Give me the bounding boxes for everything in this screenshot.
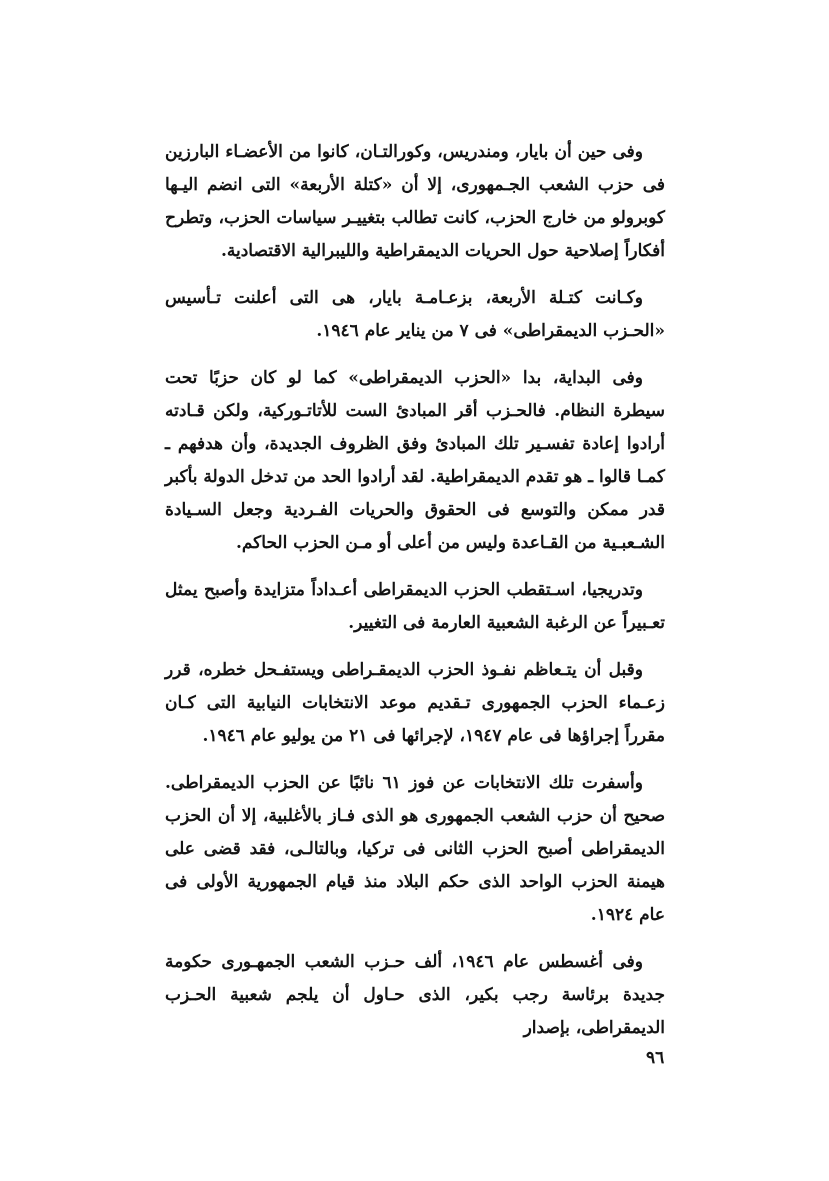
body-text — [165, 136, 665, 1059]
paragraph: وأسفرت تلك الانتخابات عن فوز ٦١ نائبًا عن الحزب الديمقراطى. صحيح أن حزب الشعب الجمهورى هو الذى فـاز بالأغلبية، إلا أن الحزب الديمقراطى أصبح الحزب الثانى فى تركيا، وبالتالـى، فقد قضى على هيمنة الحزب الواحد الذى حكم البلاد منذ قيام الجمهورية الأولى فى عام ١٩٢٤. — [165, 773, 665, 925]
page-number: ٩٦ — [646, 1048, 665, 1068]
paragraph: وقبل أن يتـعاظم نفـوذ الحزب الديمقـراطى ويستفـحل خطره، قرر زعـماء الحزب الجمهورى تـقديم موعد الانتخابات النيابية التى كـان مقرراً إجراؤها فى عام ١٩٤٧، لإجرائها فى ٢١ من يوليو عام ١٩٤٦. — [165, 660, 665, 746]
paragraph: وتدريجيا، اسـتقطب الحزب الديمقراطى أعـداداً متزايدة وأصبح يمثل تعـبيراً عن الرغبة الشعبية العارمة فى التغيير. — [165, 580, 665, 633]
paragraph: وكـانت كتـلة الأربعة، بزعـامـة بايار، هى التى أعلنت تـأسيس «الحـزب الديمقراطى» فى ٧ من يناير عام ١٩٤٦. — [165, 288, 665, 341]
paragraph: وفى أغسطس عام ١٩٤٦، ألف حـزب الشعب الجمهـورى حكومة جديدة برئاسة رجب بكير، الذى حـاول أن يلجم شعبية الحـزب الديمقراطى، بإصدار — [165, 952, 665, 1038]
paragraph: وفى البداية، بدا «الحزب الديمقراطى» كما لو كان حزبًا تحت سيطرة النظام. فالحـزب أقر المبادئ الست للأتاتـوركية، ولكن قـادته أرادوا إعادة تفسـير تلك المبادئ وفق الظروف الجديدة، وأن هدفهم ـ كمـا قالوا ـ هو تقدم الديمقراطية. لقد أرادوا الحد من تدخل الدولة بأكبر قدر ممكن والتوسع فى الحقوق والحريات الفـردية وجعل السـيادة الشـعبـية من القـاعدة وليس من أعلى أو مـن الحزب الحاكم. — [165, 368, 665, 553]
paragraph: وفى حين أن بايار، ومندريس، وكورالتـان، كانوا من الأعضـاء البارزين فى حزب الشعب الجـمهورى، إلا أن «كتلة الأربعة» التى انضم اليـها كوبرولو من خارج الحزب، كانت تطالب بتغييـر سياسات الحزب، وتطرح أفكاراً إصلاحية حول الحريات الديمقراطية والليبرالية الاقتصادية. — [165, 142, 665, 261]
